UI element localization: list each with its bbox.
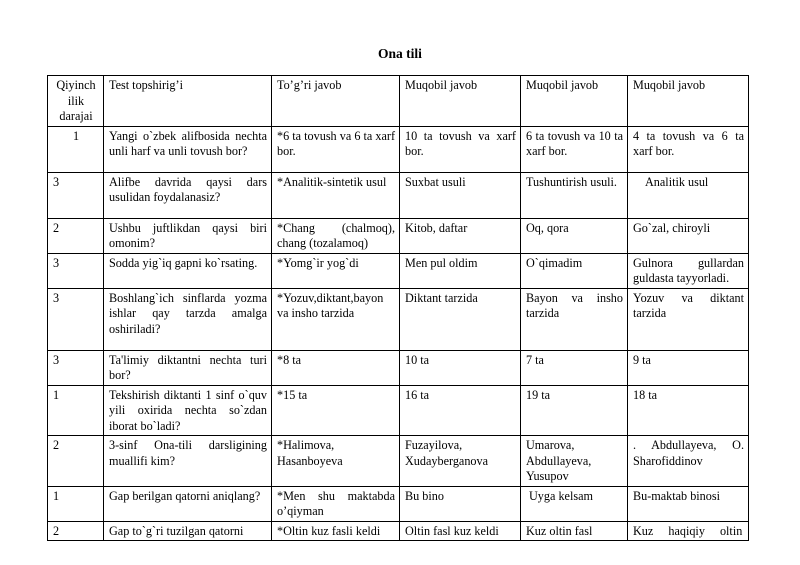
alternative-cell: 10 ta tovush va xarf bor. (400, 126, 521, 172)
document-title: Ona tili (378, 46, 422, 61)
alternative-cell: Bu bino (400, 486, 521, 521)
test-table (47, 75, 749, 541)
alternative-cell: Gulnora gullardan guldasta tayyorladi. (628, 253, 749, 288)
correct-answer-cell: *Yozuv,diktant,bayon va insho tarzida (272, 288, 400, 350)
header-alternative-2: Muqobil javob (521, 76, 628, 127)
table-row (48, 436, 749, 487)
alternative-cell: . Abdullayeva, O. Sharofiddinov (628, 436, 749, 487)
table-row (48, 486, 749, 521)
alternative-cell: 10 ta (400, 350, 521, 385)
alternative-cell: Oltin fasl kuz keldi (400, 521, 521, 541)
table-row (48, 172, 749, 218)
alternative-cell: Oq, qora (521, 218, 628, 253)
difficulty-cell: 1 (48, 385, 104, 436)
alternative-cell: 18 ta (628, 385, 749, 436)
difficulty-cell: 3 (48, 172, 104, 218)
task-cell: Tekshirish diktanti 1 sinf o`quv yili oxirida nechta so`zdan iborat bo`ladi? (104, 385, 272, 436)
task-cell: Ta'limiy diktantni nechta turi bor? (104, 350, 272, 385)
alternative-cell: Bayon va insho tarzida (521, 288, 628, 350)
alternative-cell: Analitik usul (628, 172, 749, 218)
correct-answer-cell: *Chang (chalmoq), chang (tozalamoq) (272, 218, 400, 253)
table-row (48, 126, 749, 172)
task-cell: Ushbu juftlikdan qaysi biri omonim? (104, 218, 272, 253)
alternative-cell: Tushuntirish usuli. (521, 172, 628, 218)
alternative-cell: 6 ta tovush va 10 ta xarf bor. (521, 126, 628, 172)
difficulty-cell: 3 (48, 253, 104, 288)
header-difficulty: Qiyinch ilik darajai (48, 76, 104, 127)
alternative-cell: O`qimadim (521, 253, 628, 288)
difficulty-cell: 2 (48, 436, 104, 487)
header-alternative-1: Muqobil javob (400, 76, 521, 127)
correct-answer-cell: *6 ta tovush va 6 ta xarf bor. (272, 126, 400, 172)
table-row (48, 218, 749, 253)
table-row (48, 253, 749, 288)
alternative-cell: Kuz haqiqiy oltin (628, 521, 749, 541)
header-alternative-3: Muqobil javob (628, 76, 749, 127)
header-task: Test topshirig’i (104, 76, 272, 127)
table-row (48, 288, 749, 350)
task-cell: Yangi o`zbek alifbosida nechta unli harf va unli tovush bor? (104, 126, 272, 172)
task-cell: Gap to`g`ri tuzilgan qatorni (104, 521, 272, 541)
correct-answer-cell: *Men shu maktabda o’qiyman (272, 486, 400, 521)
alternative-cell: Bu-maktab binosi (628, 486, 749, 521)
difficulty-cell: 1 (48, 486, 104, 521)
correct-answer-cell: *Analitik-sintetik usul (272, 172, 400, 218)
task-cell: Gap berilgan qatorni aniqlang? (104, 486, 272, 521)
alternative-cell: 16 ta (400, 385, 521, 436)
task-cell: Alifbe davrida qaysi dars usulidan foydalanasiz? (104, 172, 272, 218)
alternative-cell: Fuzayilova, Xudayberganova (400, 436, 521, 487)
table-row (48, 521, 749, 541)
correct-answer-cell: *15 ta (272, 385, 400, 436)
table-row (48, 350, 749, 385)
alternative-cell: Suxbat usuli (400, 172, 521, 218)
alternative-cell: 9 ta (628, 350, 749, 385)
correct-answer-cell: *Oltin kuz fasli keldi (272, 521, 400, 541)
alternative-cell: Kuz oltin fasl (521, 521, 628, 541)
alternative-cell: Men pul oldim (400, 253, 521, 288)
task-cell: 3-sinf Ona-tili darsligining muallifi kim? (104, 436, 272, 487)
table-row (48, 385, 749, 436)
alternative-cell: Kitob, daftar (400, 218, 521, 253)
alternative-cell: Yozuv va diktant tarzida (628, 288, 749, 350)
alternative-cell: 7 ta (521, 350, 628, 385)
alternative-cell: Go`zal, chiroyli (628, 218, 749, 253)
correct-answer-cell: *Yomg`ir yog`di (272, 253, 400, 288)
task-cell: Sodda yig`iq gapni ko`rsating. (104, 253, 272, 288)
difficulty-cell: 2 (48, 218, 104, 253)
header-row (48, 76, 749, 127)
correct-answer-cell: *8 ta (272, 350, 400, 385)
difficulty-cell: 1 (48, 126, 104, 172)
header-correct-answer: To’g’ri javob (272, 76, 400, 127)
alternative-cell: Uyga kelsam (521, 486, 628, 521)
task-cell: Boshlang`ich sinflarda yozma ishlar qay tarzda amalga oshiriladi? (104, 288, 272, 350)
alternative-cell: Umarova, Abdullayeva, Yusupov (521, 436, 628, 487)
correct-answer-cell: *Halimova, Hasanboyeva (272, 436, 400, 487)
alternative-cell: 4 ta tovush va 6 ta xarf bor. (628, 126, 749, 172)
difficulty-cell: 2 (48, 521, 104, 541)
alternative-cell: Diktant tarzida (400, 288, 521, 350)
alternative-cell: 19 ta (521, 385, 628, 436)
difficulty-cell: 3 (48, 350, 104, 385)
difficulty-cell: 3 (48, 288, 104, 350)
